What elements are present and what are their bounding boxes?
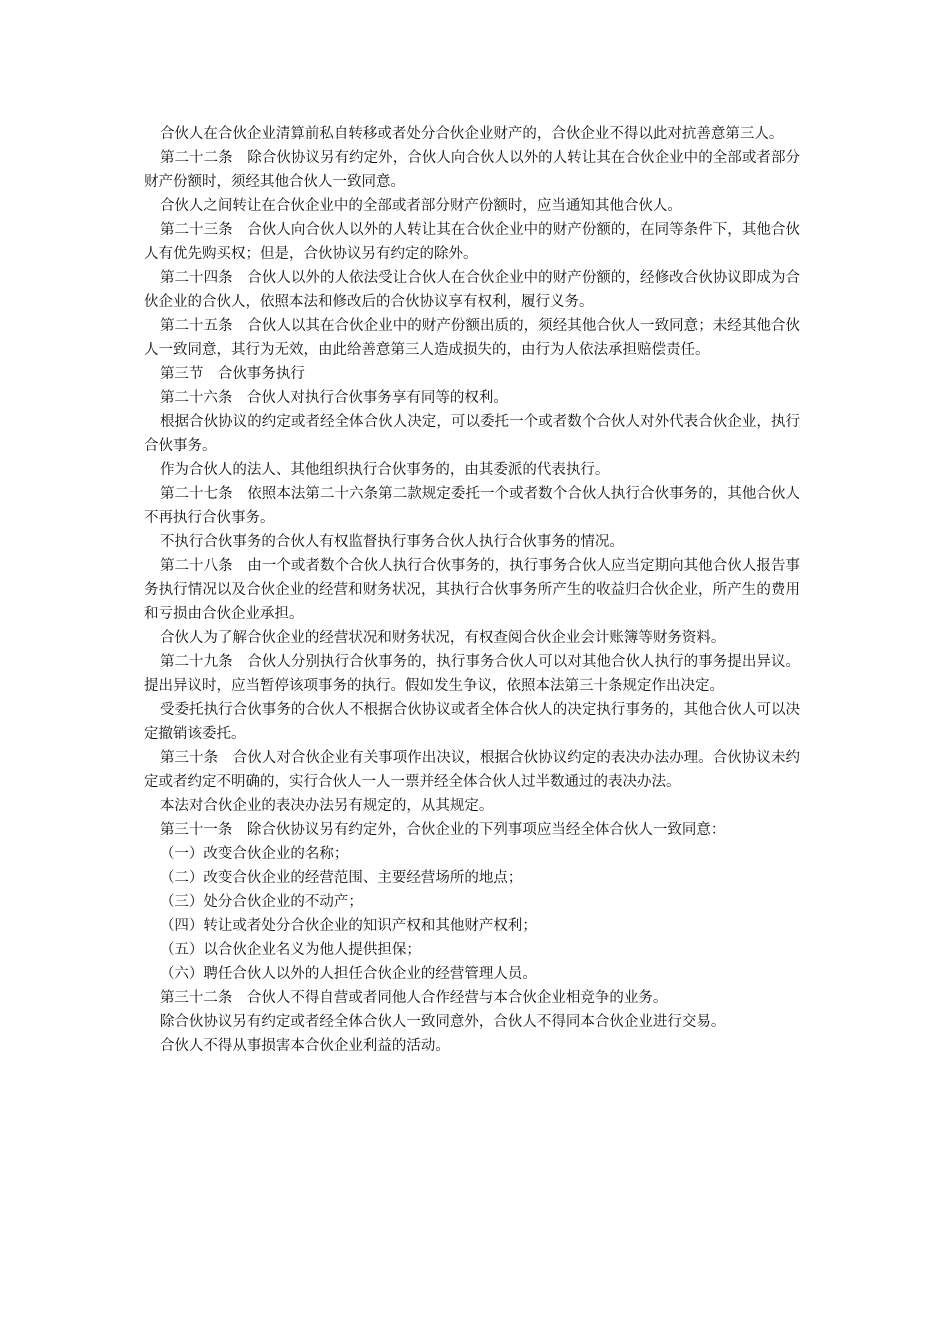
list-item: （五）以合伙企业名义为他人提供担保； bbox=[159, 942, 421, 958]
paragraph: 第二十六条 合伙人对执行合伙事务享有同等的权利。 bbox=[159, 390, 508, 406]
list-item: （三）处分合伙企业的不动产； bbox=[159, 894, 363, 910]
list-item: （一）改变合伙企业的名称； bbox=[159, 846, 349, 862]
paragraph: 第三十二条 合伙人不得自营或者同他人合作经营与本合伙企业相竞争的业务。 bbox=[159, 990, 668, 1006]
paragraph: 第三十一条 除合伙协议另有约定外，合伙企业的下列事项应当经全体合伙人一致同意： bbox=[159, 822, 726, 838]
paragraph: 受委托执行合伙事务的合伙人不根据合伙协议或者全体合伙人的决定执行事务的，其他合伙人可以决定撤销该委托。 bbox=[144, 702, 800, 742]
paragraph: 第二十九条 合伙人分别执行合伙事务的，执行事务合伙人可以对其他合伙人执行的事务提出异议。提出异议时，应当暂停该项事务的执行。假如发生争议，依照本法第三十条规定作出决定。 bbox=[144, 654, 800, 694]
paragraph: 合伙人为了解合伙企业的经营状况和财务状况，有权查阅合伙企业会计账簿等财务资料。 bbox=[159, 630, 726, 646]
paragraph: 合伙人之间转让在合伙企业中的全部或者部分财产份额时，应当通知其他合伙人。 bbox=[159, 198, 682, 214]
list-item: （六）聘任合伙人以外的人担任合伙企业的经营管理人员。 bbox=[159, 966, 537, 982]
section-heading: 第三节 合伙事务执行 bbox=[159, 366, 305, 382]
paragraph: 第二十八条 由一个或者数个合伙人执行合伙事务的，执行事务合伙人应当定期向其他合伙人报告事务执行情况以及合伙企业的经营和财务状况，其执行合伙事务所产生的收益归合伙企业，所产生的费用和亏损由合伙企业承担。 bbox=[144, 558, 800, 622]
paragraph: 第二十五条 合伙人以其在合伙企业中的财产份额出质的，须经其他合伙人一致同意；未经其他合伙人一致同意，其行为无效，由此给善意第三人造成损失的，由行为人依法承担赔偿责任。 bbox=[144, 318, 800, 358]
paragraph: 根据合伙协议的约定或者经全体合伙人决定，可以委托一个或者数个合伙人对外代表合伙企业，执行合伙事务。 bbox=[144, 414, 800, 454]
paragraph: 本法对合伙企业的表决办法另有规定的，从其规定。 bbox=[159, 798, 494, 814]
document-page bbox=[144, 122, 800, 1058]
paragraph: 不执行合伙事务的合伙人有权监督执行事务合伙人执行合伙事务的情况。 bbox=[159, 534, 624, 550]
paragraph: 第二十三条 合伙人向合伙人以外的人转让其在合伙企业中的财产份额的，在同等条件下，其他合伙人有优先购买权；但是，合伙协议另有约定的除外。 bbox=[144, 222, 800, 262]
paragraph: 第三十条 合伙人对合伙企业有关事项作出决议，根据合伙协议约定的表决办法办理。合伙协议未约定或者约定不明确的，实行合伙人一人一票并经全体合伙人过半数通过的表决办法。 bbox=[144, 750, 800, 790]
paragraph: 第二十二条 除合伙协议另有约定外，合伙人向合伙人以外的人转让其在合伙企业中的全部或者部分财产份额时，须经其他合伙人一致同意。 bbox=[144, 150, 800, 190]
list-item: （二）改变合伙企业的经营范围、主要经营场所的地点； bbox=[159, 870, 523, 886]
paragraph: 除合伙协议另有约定或者经全体合伙人一致同意外，合伙人不得同本合伙企业进行交易。 bbox=[159, 1014, 726, 1030]
paragraph: 合伙人在合伙企业清算前私自转移或者处分合伙企业财产的，合伙企业不得以此对抗善意第三人。 bbox=[159, 126, 784, 142]
list-item: （四）转让或者处分合伙企业的知识产权和其他财产权利； bbox=[159, 918, 537, 934]
paragraph: 作为合伙人的法人、其他组织执行合伙事务的，由其委派的代表执行。 bbox=[159, 462, 610, 478]
paragraph: 第二十四条 合伙人以外的人依法受让合伙人在合伙企业中的财产份额的，经修改合伙协议即成为合伙企业的合伙人，依照本法和修改后的合伙协议享有权利，履行义务。 bbox=[144, 270, 800, 310]
paragraph: 第二十七条 依照本法第二十六条第二款规定委托一个或者数个合伙人执行合伙事务的，其他合伙人不再执行合伙事务。 bbox=[144, 486, 800, 526]
paragraph: 合伙人不得从事损害本合伙企业利益的活动。 bbox=[159, 1038, 450, 1054]
